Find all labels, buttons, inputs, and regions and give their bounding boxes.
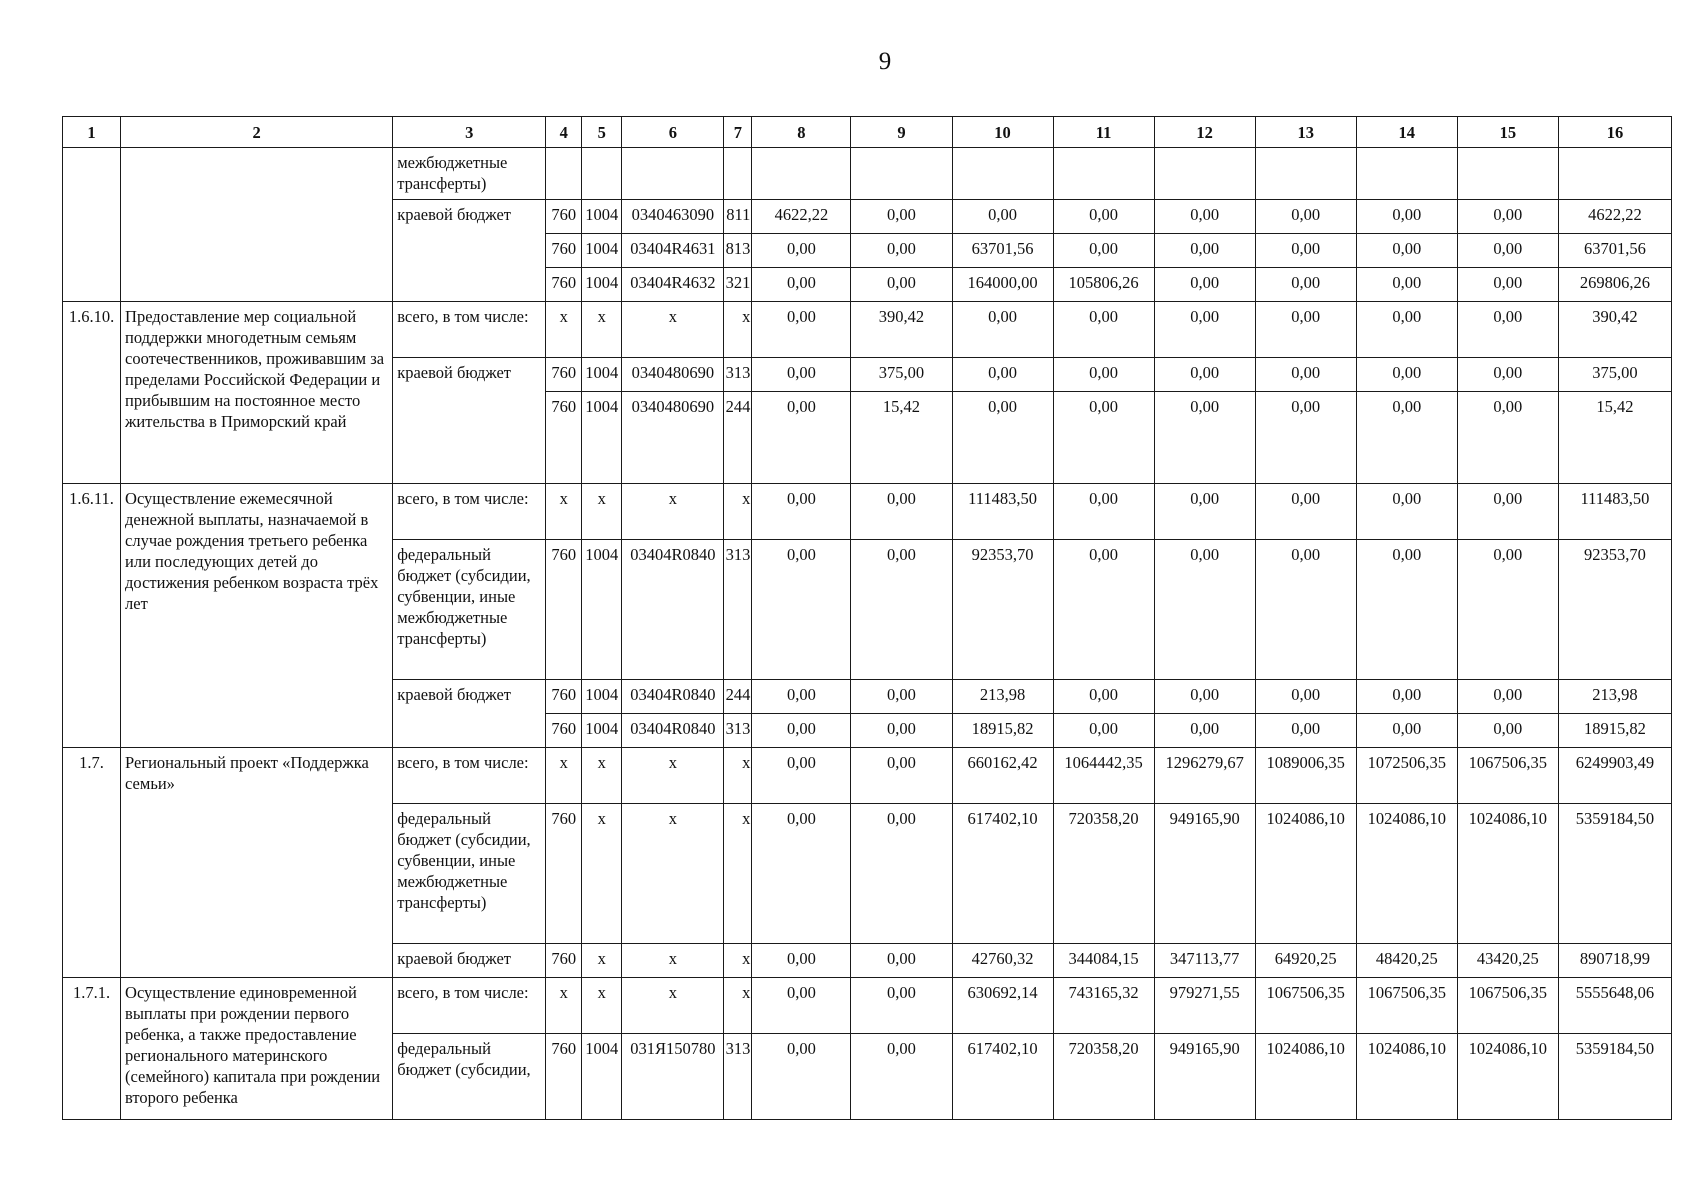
code-col4: 760 xyxy=(546,200,582,234)
value-col16: 18915,82 xyxy=(1558,714,1671,748)
code-col6: x xyxy=(622,302,724,358)
value-col9: 0,00 xyxy=(851,540,952,680)
value-col9: 0,00 xyxy=(851,234,952,268)
header-col-2: 2 xyxy=(121,117,393,148)
code-col4: x xyxy=(546,748,582,804)
value-col14: 0,00 xyxy=(1356,714,1457,748)
header-col-9: 9 xyxy=(851,117,952,148)
value-col8: 0,00 xyxy=(752,540,851,680)
code-col6: 03404R0840 xyxy=(622,680,724,714)
value-col8: 0,00 xyxy=(752,268,851,302)
code-col6: 03404R4631 xyxy=(622,234,724,268)
value-col11: 344084,15 xyxy=(1053,944,1154,978)
code-col4: 760 xyxy=(546,680,582,714)
value-col11: 720358,20 xyxy=(1053,1034,1154,1120)
value-col10: 0,00 xyxy=(952,200,1053,234)
value-col14: 0,00 xyxy=(1356,392,1457,484)
value-col14: 0,00 xyxy=(1356,484,1457,540)
code-col6: x xyxy=(622,804,724,944)
value-col14: 1024086,10 xyxy=(1356,1034,1457,1120)
code-col5: x xyxy=(582,944,622,978)
funding-source-cell: краевой бюджет xyxy=(393,200,546,302)
value-col14: 0,00 xyxy=(1356,540,1457,680)
value-col9: 15,42 xyxy=(851,392,952,484)
value-col16: 6249903,49 xyxy=(1558,748,1671,804)
code-col4: 760 xyxy=(546,714,582,748)
row-index-cell: 1.7.1. xyxy=(63,978,121,1120)
value-col9: 0,00 xyxy=(851,1034,952,1120)
value-col14: 1024086,10 xyxy=(1356,804,1457,944)
value-col13: 0,00 xyxy=(1255,392,1356,484)
header-col-8: 8 xyxy=(752,117,851,148)
code-col6: 0340463090 xyxy=(622,200,724,234)
value-col15: 0,00 xyxy=(1457,302,1558,358)
code-col7: x xyxy=(724,302,752,358)
value-col8: 0,00 xyxy=(752,748,851,804)
funding-source-cell: всего, в том числе: xyxy=(393,302,546,358)
value-col10: 0,00 xyxy=(952,358,1053,392)
value-col13: 1067506,35 xyxy=(1255,978,1356,1034)
code-col5: 1004 xyxy=(582,268,622,302)
value-col12: 0,00 xyxy=(1154,680,1255,714)
measure-name-cell: Осуществление ежемесячной денежной выплаты, назначаемой в случае рождения третьего ребенка или последующих детей до достижения ребенком возраста трёх лет xyxy=(121,484,393,748)
value-col10: 18915,82 xyxy=(952,714,1053,748)
value-col13: 1089006,35 xyxy=(1255,748,1356,804)
value-col16: 890718,99 xyxy=(1558,944,1671,978)
code-col7: x xyxy=(724,484,752,540)
code-col5 xyxy=(582,148,622,200)
code-col4: x xyxy=(546,484,582,540)
value-col11: 720358,20 xyxy=(1053,804,1154,944)
value-col12: 1296279,67 xyxy=(1154,748,1255,804)
value-col11: 0,00 xyxy=(1053,392,1154,484)
value-col8: 0,00 xyxy=(752,978,851,1034)
row-index-cell: 1.6.10. xyxy=(63,302,121,484)
value-col15: 0,00 xyxy=(1457,540,1558,680)
code-col5: 1004 xyxy=(582,358,622,392)
value-col15: 0,00 xyxy=(1457,234,1558,268)
code-col7: 313 xyxy=(724,714,752,748)
value-col16: 213,98 xyxy=(1558,680,1671,714)
funding-source-cell: всего, в том числе: xyxy=(393,484,546,540)
header-col-14: 14 xyxy=(1356,117,1457,148)
value-col15: 0,00 xyxy=(1457,484,1558,540)
code-col6: x xyxy=(622,978,724,1034)
code-col7: 244 xyxy=(724,680,752,714)
value-col11: 0,00 xyxy=(1053,302,1154,358)
value-col13: 0,00 xyxy=(1255,268,1356,302)
code-col4: 760 xyxy=(546,234,582,268)
value-col9: 0,00 xyxy=(851,804,952,944)
value-col16: 92353,70 xyxy=(1558,540,1671,680)
code-col4: 760 xyxy=(546,804,582,944)
value-col12: 0,00 xyxy=(1154,200,1255,234)
value-col12: 979271,55 xyxy=(1154,978,1255,1034)
funding-source-cell: краевой бюджет xyxy=(393,680,546,748)
code-col5: 1004 xyxy=(582,714,622,748)
measure-name-cell: Региональный проект «Поддержка семьи» xyxy=(121,748,393,978)
value-col15: 0,00 xyxy=(1457,200,1558,234)
funding-source-cell: краевой бюджет xyxy=(393,358,546,484)
code-col4: 760 xyxy=(546,944,582,978)
value-col8: 0,00 xyxy=(752,484,851,540)
code-col4: 760 xyxy=(546,358,582,392)
value-col11: 0,00 xyxy=(1053,234,1154,268)
value-col11: 0,00 xyxy=(1053,540,1154,680)
value-col10: 164000,00 xyxy=(952,268,1053,302)
header-col-1: 1 xyxy=(63,117,121,148)
value-col11: 105806,26 xyxy=(1053,268,1154,302)
value-col14: 0,00 xyxy=(1356,268,1457,302)
value-col14: 0,00 xyxy=(1356,200,1457,234)
funding-source-cell: федеральный бюджет (субсидии, субвенции, иные межбюджетные трансферты) xyxy=(393,540,546,680)
code-col6: 03404R4632 xyxy=(622,268,724,302)
funding-source-cell: межбюджетные трансферты) xyxy=(393,148,546,200)
value-col16: 375,00 xyxy=(1558,358,1671,392)
value-col16: 390,42 xyxy=(1558,302,1671,358)
code-col5: x xyxy=(582,748,622,804)
code-col4: 760 xyxy=(546,1034,582,1120)
code-col6: x xyxy=(622,944,724,978)
code-col7: 813 xyxy=(724,234,752,268)
code-col7: x xyxy=(724,804,752,944)
value-col8: 0,00 xyxy=(752,804,851,944)
value-col13: 1024086,10 xyxy=(1255,804,1356,944)
value-col8: 0,00 xyxy=(752,1034,851,1120)
table-row xyxy=(63,748,1672,804)
code-col5: x xyxy=(582,804,622,944)
code-col7: x xyxy=(724,748,752,804)
value-col11: 0,00 xyxy=(1053,714,1154,748)
header-row xyxy=(63,117,1672,148)
value-col11: 0,00 xyxy=(1053,484,1154,540)
value-col15: 0,00 xyxy=(1457,392,1558,484)
header-col-10: 10 xyxy=(952,117,1053,148)
funding-source-cell: федеральный бюджет (субсидии, xyxy=(393,1034,546,1120)
value-col16: 5555648,06 xyxy=(1558,978,1671,1034)
value-col15: 1024086,10 xyxy=(1457,804,1558,944)
value-col9 xyxy=(851,148,952,200)
value-col9: 375,00 xyxy=(851,358,952,392)
code-col5: 1004 xyxy=(582,200,622,234)
value-col11: 0,00 xyxy=(1053,200,1154,234)
value-col12: 0,00 xyxy=(1154,358,1255,392)
value-col14: 48420,25 xyxy=(1356,944,1457,978)
value-col12: 0,00 xyxy=(1154,392,1255,484)
value-col8: 0,00 xyxy=(752,944,851,978)
value-col8: 0,00 xyxy=(752,358,851,392)
value-col16: 5359184,50 xyxy=(1558,1034,1671,1120)
value-col15: 0,00 xyxy=(1457,358,1558,392)
code-col5: 1004 xyxy=(582,234,622,268)
code-col6: 0340480690 xyxy=(622,358,724,392)
value-col13: 0,00 xyxy=(1255,680,1356,714)
value-col13: 0,00 xyxy=(1255,302,1356,358)
funding-source-cell: всего, в том числе: xyxy=(393,978,546,1034)
value-col10: 92353,70 xyxy=(952,540,1053,680)
code-col4: 760 xyxy=(546,392,582,484)
header-col-5: 5 xyxy=(582,117,622,148)
value-col13: 0,00 xyxy=(1255,540,1356,680)
value-col10: 630692,14 xyxy=(952,978,1053,1034)
header-col-16: 16 xyxy=(1558,117,1671,148)
value-col9: 390,42 xyxy=(851,302,952,358)
value-col16: 111483,50 xyxy=(1558,484,1671,540)
value-col8: 4622,22 xyxy=(752,200,851,234)
code-col6 xyxy=(622,148,724,200)
table-row xyxy=(63,148,1672,200)
value-col8 xyxy=(752,148,851,200)
code-col6: x xyxy=(622,748,724,804)
value-col9: 0,00 xyxy=(851,748,952,804)
value-col13: 64920,25 xyxy=(1255,944,1356,978)
value-col16: 4622,22 xyxy=(1558,200,1671,234)
value-col13: 0,00 xyxy=(1255,358,1356,392)
code-col5: x xyxy=(582,978,622,1034)
value-col14 xyxy=(1356,148,1457,200)
code-col5: 1004 xyxy=(582,540,622,680)
code-col5: x xyxy=(582,484,622,540)
value-col10: 617402,10 xyxy=(952,804,1053,944)
value-col15: 0,00 xyxy=(1457,268,1558,302)
code-col7: 244 xyxy=(724,392,752,484)
page-number: 9 xyxy=(878,48,892,75)
value-col15: 1067506,35 xyxy=(1457,748,1558,804)
value-col16 xyxy=(1558,148,1671,200)
value-col12: 0,00 xyxy=(1154,540,1255,680)
value-col12: 949165,90 xyxy=(1154,804,1255,944)
value-col15: 0,00 xyxy=(1457,680,1558,714)
code-col5: 1004 xyxy=(582,1034,622,1120)
value-col15: 0,00 xyxy=(1457,714,1558,748)
table-row xyxy=(63,484,1672,540)
code-col7: 811 xyxy=(724,200,752,234)
value-col9: 0,00 xyxy=(851,680,952,714)
value-col15: 1067506,35 xyxy=(1457,978,1558,1034)
value-col8: 0,00 xyxy=(752,392,851,484)
code-col6: 03404R0840 xyxy=(622,540,724,680)
code-col5: x xyxy=(582,302,622,358)
value-col14: 1067506,35 xyxy=(1356,978,1457,1034)
value-col16: 269806,26 xyxy=(1558,268,1671,302)
header-col-12: 12 xyxy=(1154,117,1255,148)
measure-name-cell xyxy=(121,148,393,302)
row-index-cell: 1.6.11. xyxy=(63,484,121,748)
value-col13 xyxy=(1255,148,1356,200)
table-row xyxy=(63,302,1672,358)
code-col4: 760 xyxy=(546,540,582,680)
code-col4: x xyxy=(546,302,582,358)
value-col9: 0,00 xyxy=(851,200,952,234)
code-col4: x xyxy=(546,978,582,1034)
value-col10: 213,98 xyxy=(952,680,1053,714)
header-col-4: 4 xyxy=(546,117,582,148)
code-col5: 1004 xyxy=(582,680,622,714)
value-col12: 949165,90 xyxy=(1154,1034,1255,1120)
value-col10: 42760,32 xyxy=(952,944,1053,978)
value-col13: 0,00 xyxy=(1255,714,1356,748)
header-col-15: 15 xyxy=(1457,117,1558,148)
value-col12: 0,00 xyxy=(1154,484,1255,540)
header-col-6: 6 xyxy=(622,117,724,148)
value-col9: 0,00 xyxy=(851,268,952,302)
value-col11: 0,00 xyxy=(1053,680,1154,714)
value-col16: 5359184,50 xyxy=(1558,804,1671,944)
value-col8: 0,00 xyxy=(752,302,851,358)
funding-source-cell: всего, в том числе: xyxy=(393,748,546,804)
header-col-7: 7 xyxy=(724,117,752,148)
code-col7: 313 xyxy=(724,358,752,392)
value-col12: 0,00 xyxy=(1154,714,1255,748)
code-col7: x xyxy=(724,944,752,978)
value-col10: 0,00 xyxy=(952,302,1053,358)
value-col15: 1024086,10 xyxy=(1457,1034,1558,1120)
value-col11: 0,00 xyxy=(1053,358,1154,392)
header-col-3: 3 xyxy=(393,117,546,148)
value-col13: 0,00 xyxy=(1255,234,1356,268)
code-col7: 313 xyxy=(724,1034,752,1120)
measure-name-cell: Предоставление мер социальной поддержки многодетным семьям соотечественников, проживавшим за пределами Российской Федерации и прибывшим на постоянное место жительства в Приморский край xyxy=(121,302,393,484)
value-col14: 0,00 xyxy=(1356,358,1457,392)
code-col6: 03404R0840 xyxy=(622,714,724,748)
value-col12: 0,00 xyxy=(1154,268,1255,302)
value-col8: 0,00 xyxy=(752,714,851,748)
value-col11: 743165,32 xyxy=(1053,978,1154,1034)
value-col12: 0,00 xyxy=(1154,302,1255,358)
value-col11 xyxy=(1053,148,1154,200)
budget-table xyxy=(62,116,1672,1120)
value-col9: 0,00 xyxy=(851,944,952,978)
code-col4: 760 xyxy=(546,268,582,302)
header-col-13: 13 xyxy=(1255,117,1356,148)
table-row xyxy=(63,978,1672,1034)
value-col16: 15,42 xyxy=(1558,392,1671,484)
value-col10: 111483,50 xyxy=(952,484,1053,540)
code-col7: x xyxy=(724,978,752,1034)
value-col14: 0,00 xyxy=(1356,302,1457,358)
code-col6: 031Я150780 xyxy=(622,1034,724,1120)
code-col5: 1004 xyxy=(582,392,622,484)
value-col10 xyxy=(952,148,1053,200)
code-col7 xyxy=(724,148,752,200)
value-col12: 347113,77 xyxy=(1154,944,1255,978)
row-index-cell: 1.7. xyxy=(63,748,121,978)
funding-source-cell: краевой бюджет xyxy=(393,944,546,978)
value-col15: 43420,25 xyxy=(1457,944,1558,978)
code-col7: 313 xyxy=(724,540,752,680)
header-col-11: 11 xyxy=(1053,117,1154,148)
value-col13: 0,00 xyxy=(1255,484,1356,540)
value-col10: 617402,10 xyxy=(952,1034,1053,1120)
value-col12: 0,00 xyxy=(1154,234,1255,268)
value-col15 xyxy=(1457,148,1558,200)
code-col7: 321 xyxy=(724,268,752,302)
code-col4 xyxy=(546,148,582,200)
value-col14: 0,00 xyxy=(1356,234,1457,268)
value-col13: 1024086,10 xyxy=(1255,1034,1356,1120)
value-col14: 1072506,35 xyxy=(1356,748,1457,804)
value-col10: 0,00 xyxy=(952,392,1053,484)
value-col8: 0,00 xyxy=(752,234,851,268)
code-col6: 0340480690 xyxy=(622,392,724,484)
measure-name-cell: Осуществление единовременной выплаты при рождении первого ребенка, а также предоставление регионального материнского (семейного) капитала при рождении второго ребенка xyxy=(121,978,393,1120)
value-col9: 0,00 xyxy=(851,978,952,1034)
value-col12 xyxy=(1154,148,1255,200)
value-col14: 0,00 xyxy=(1356,680,1457,714)
value-col16: 63701,56 xyxy=(1558,234,1671,268)
value-col10: 660162,42 xyxy=(952,748,1053,804)
code-col6: x xyxy=(622,484,724,540)
value-col9: 0,00 xyxy=(851,714,952,748)
value-col11: 1064442,35 xyxy=(1053,748,1154,804)
value-col8: 0,00 xyxy=(752,680,851,714)
value-col9: 0,00 xyxy=(851,484,952,540)
row-index-cell xyxy=(63,148,121,302)
funding-source-cell: федеральный бюджет (субсидии, субвенции, иные межбюджетные трансферты) xyxy=(393,804,546,944)
value-col10: 63701,56 xyxy=(952,234,1053,268)
value-col13: 0,00 xyxy=(1255,200,1356,234)
